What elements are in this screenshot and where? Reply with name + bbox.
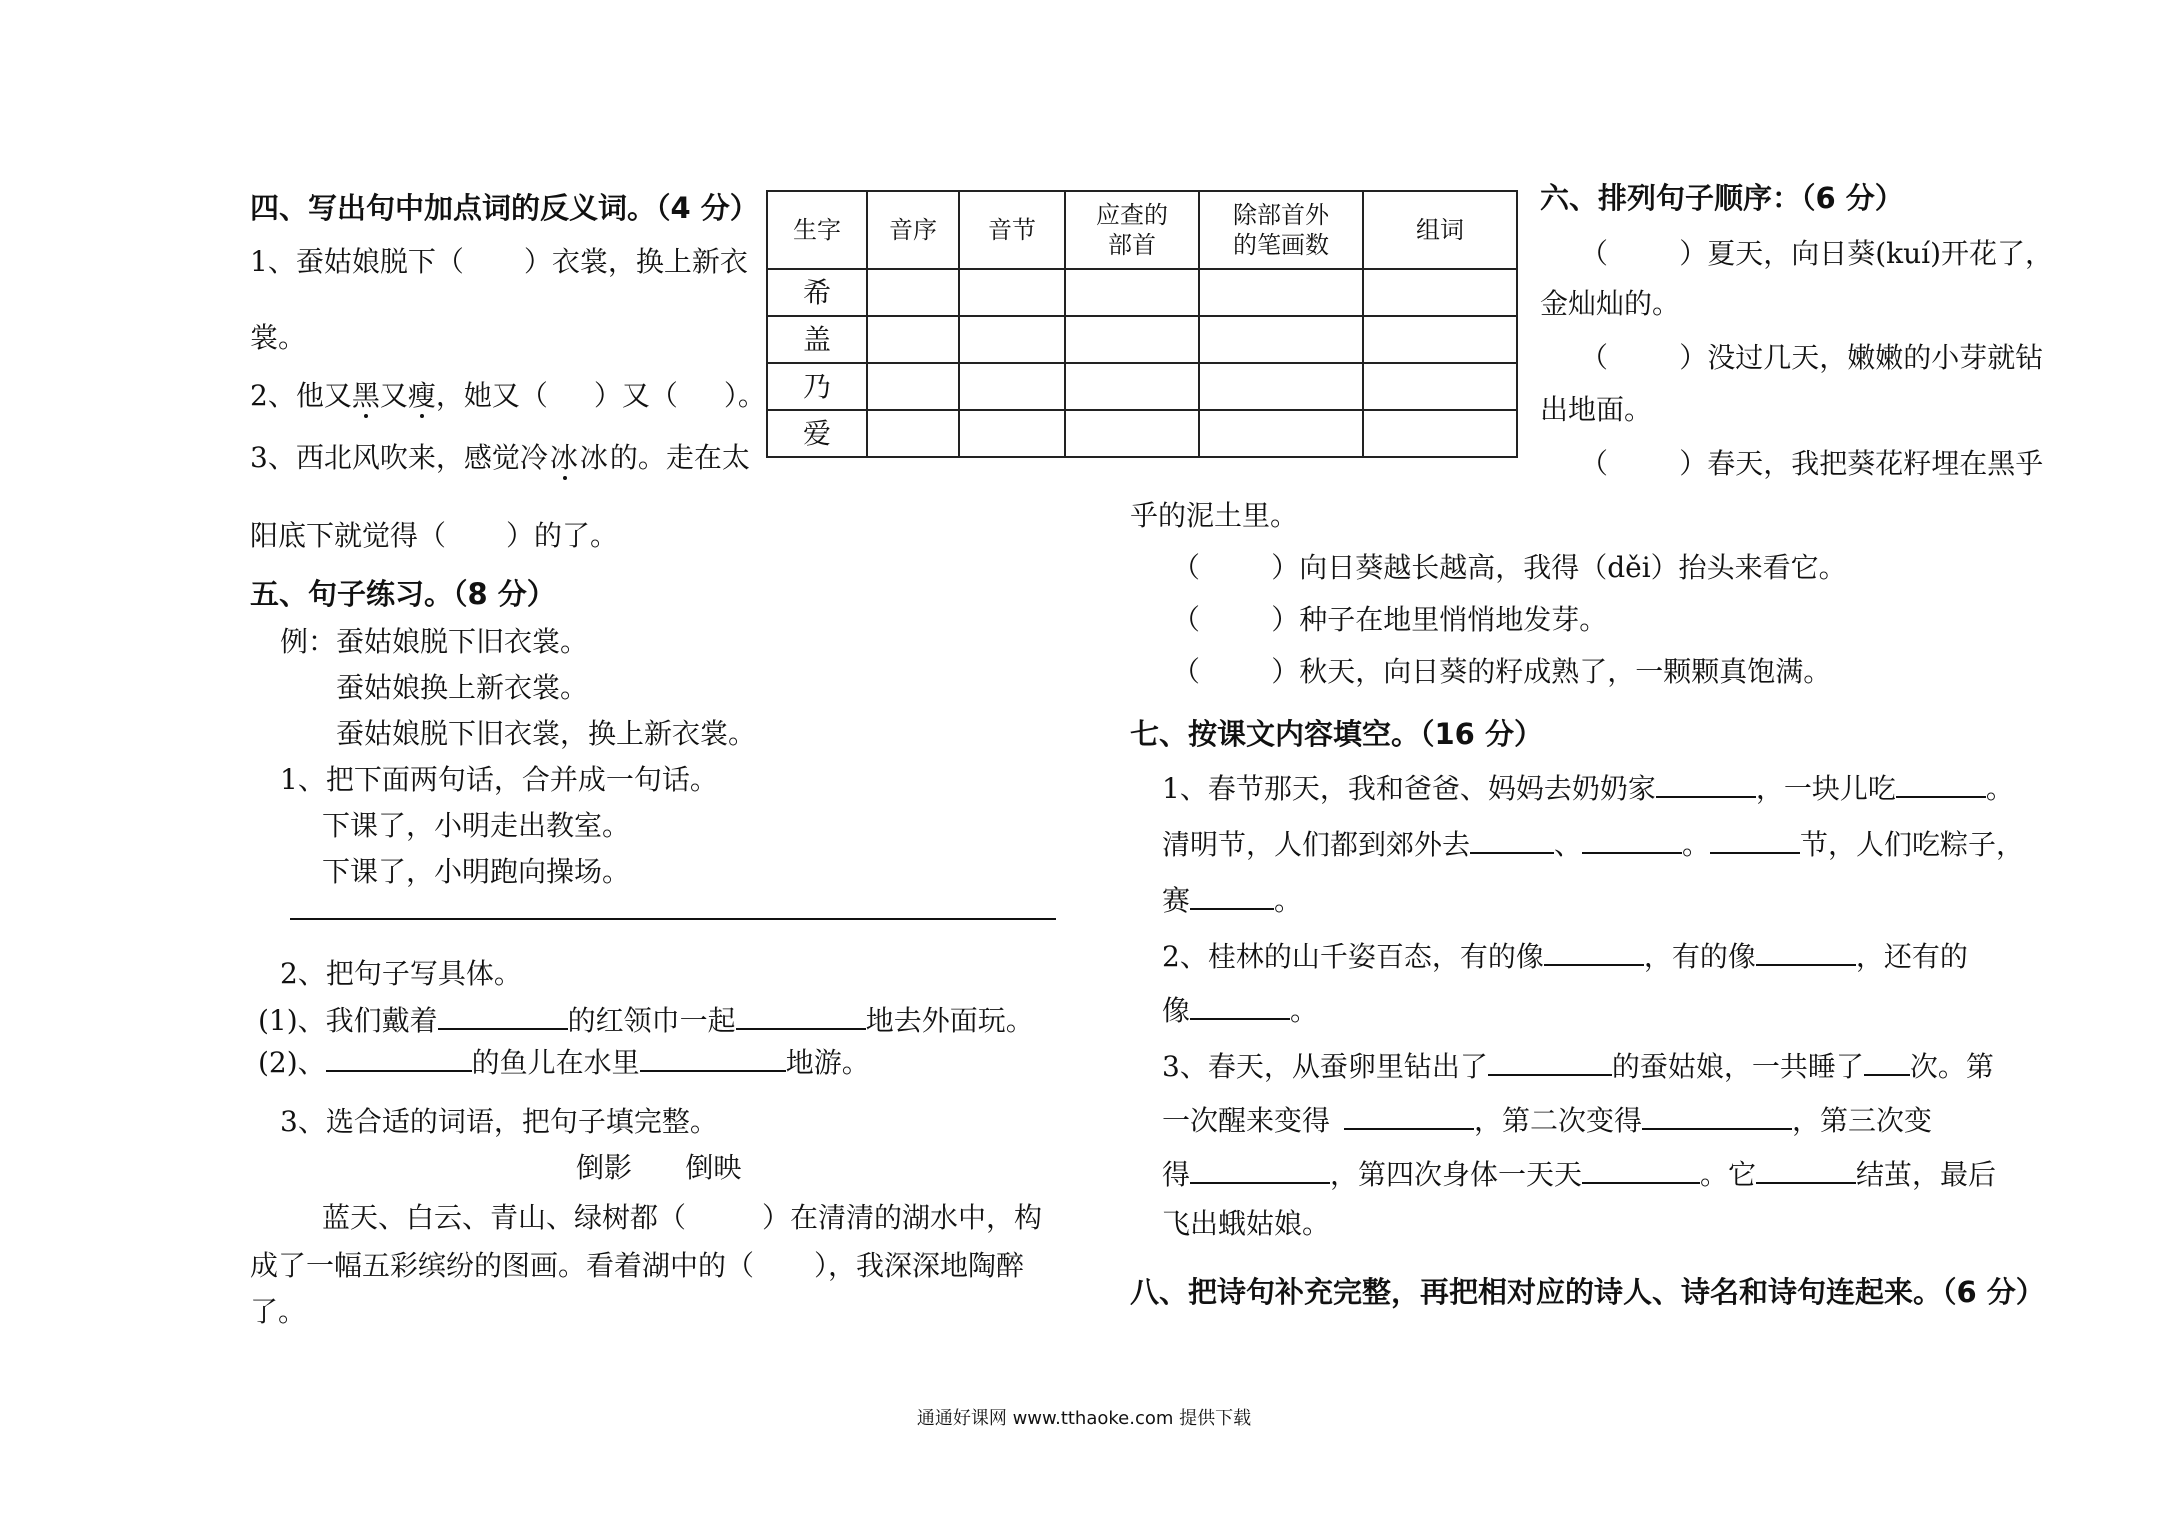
answer-blank[interactable] (736, 1000, 866, 1030)
s6-item-b: （ ）没过几天，嫩嫩的小芽就钻 (1580, 341, 2044, 374)
s7-line-2: 清明节，人们都到郊外去 、 。 节，人们吃粽子， (1162, 824, 2024, 863)
answer-cell[interactable] (1363, 269, 1517, 316)
answer-blank[interactable] (1756, 936, 1856, 966)
s6-item-e: （ ）种子在地里悄悄地发芽。 (1172, 603, 1608, 636)
s4-line-1: 1、蚕姑娘脱下（ ）衣裳，换上新衣 (250, 245, 748, 278)
answer-blank[interactable] (1470, 824, 1554, 854)
table-row (767, 410, 1517, 457)
character-table (766, 190, 1518, 458)
answer-cell[interactable] (1065, 269, 1199, 316)
s5-example-1: 例：蚕姑娘脱下旧衣裳。 (280, 625, 589, 658)
answer-cell[interactable] (1065, 316, 1199, 363)
s4-line-3: 3、西北风吹来，感觉冷冰冰的。走在太 (250, 441, 750, 474)
answer-blank[interactable] (1582, 824, 1682, 854)
footer-credit: 通通好课网 www.tthaoke.com 提供下载 (916, 1408, 1252, 1429)
table-header-row (767, 191, 1517, 269)
s6-item-a: （ ）夏天，向日葵(kuí)开花了， (1580, 237, 2054, 270)
s5-word-choices: 倒影 倒映 (576, 1151, 742, 1184)
table-row (767, 316, 1517, 363)
table-row (767, 269, 1517, 316)
answer-cell[interactable] (959, 316, 1065, 363)
answer-blank[interactable] (1642, 1100, 1792, 1130)
s4-line-4: 阳底下就觉得（ ）的了。 (250, 519, 619, 552)
table-header: 生字 (767, 191, 867, 269)
answer-blank[interactable] (1582, 1154, 1700, 1184)
table-row-character: 爱 (767, 410, 867, 457)
answer-cell[interactable] (1199, 316, 1363, 363)
table-header: 组词 (1363, 191, 1517, 269)
s5-q2-line-2: (2)、 的鱼儿在水里 地游。 (258, 1042, 870, 1081)
s5-paragraph-3: 了。 (250, 1295, 307, 1328)
s6-item-f: （ ）秋天，向日葵的籽成熟了，一颗颗真饱满。 (1172, 655, 1832, 688)
answer-blank[interactable] (1756, 1154, 1856, 1184)
answer-cell[interactable] (867, 269, 959, 316)
s5-example-2: 蚕姑娘换上新衣裳。 (336, 671, 589, 704)
table-header: 除部首外的笔画数 (1199, 191, 1363, 269)
s5-q1-sentence-a: 下课了，小明走出教室。 (322, 809, 631, 842)
section-4-title: 四、写出句中加点词的反义词。（4 分） (250, 191, 759, 225)
table-row-character: 希 (767, 269, 867, 316)
answer-blank[interactable] (1656, 768, 1756, 798)
section-8-title: 八、把诗句补充完整，再把相对应的诗人、诗名和诗句连起来。（6 分） (1130, 1275, 2045, 1309)
answer-cell[interactable] (1363, 410, 1517, 457)
s7-line-9: 飞出蛾姑娘。 (1162, 1207, 1331, 1240)
table-row-character: 盖 (767, 316, 867, 363)
s4-line-1-cont: 裳。 (250, 321, 307, 354)
answer-cell[interactable] (1363, 316, 1517, 363)
s7-line-7: 一次醒来变得 ，第二次变得 ，第三次变 (1162, 1100, 1932, 1139)
answer-cell[interactable] (1199, 410, 1363, 457)
answer-blank[interactable] (1896, 768, 1986, 798)
table-header: 音序 (867, 191, 959, 269)
answer-cell[interactable] (867, 316, 959, 363)
s6-item-c-cont: 乎的泥土里。 (1130, 499, 1299, 532)
answer-cell[interactable] (867, 410, 959, 457)
s5-q1: 1、把下面两句话，合并成一句话。 (280, 763, 718, 796)
answer-blank[interactable] (326, 1042, 472, 1072)
answer-blank[interactable] (1190, 990, 1290, 1020)
s7-line-8: 得 ，第四次身体一天天 。它 结茧，最后 (1162, 1154, 1996, 1193)
s5-paragraph-1: 蓝天、白云、青山、绿树都（ ）在清清的湖水中，构 (322, 1201, 1043, 1234)
s6-item-c: （ ）春天，我把葵花籽埋在黑乎 (1580, 447, 2044, 480)
answer-cell[interactable] (1065, 410, 1199, 457)
s7-line-3: 赛 。 (1162, 880, 1302, 919)
table-header: 应查的部首 (1065, 191, 1199, 269)
answer-blank[interactable] (438, 1000, 568, 1030)
answer-cell[interactable] (959, 363, 1065, 410)
s5-q3: 3、选合适的词语，把句子填完整。 (280, 1105, 718, 1138)
s6-item-d: （ ）向日葵越长越高，我得（děi）抬头来看它。 (1172, 551, 1847, 584)
answer-cell[interactable] (1363, 363, 1517, 410)
s5-q1-sentence-b: 下课了，小明跑向操场。 (322, 855, 631, 888)
answer-cell[interactable] (959, 410, 1065, 457)
answer-cell[interactable] (959, 269, 1065, 316)
answer-cell[interactable] (1199, 269, 1363, 316)
answer-blank[interactable] (1344, 1100, 1474, 1130)
answer-blank[interactable] (1864, 1046, 1910, 1076)
answer-blank[interactable] (640, 1042, 786, 1072)
table-row (767, 363, 1517, 410)
s5-q2: 2、把句子写具体。 (280, 957, 522, 990)
answer-cell[interactable] (1065, 363, 1199, 410)
answer-cell[interactable] (867, 363, 959, 410)
s4-line-2: 2、他又黑又瘦，她又（ ）又（ ）。 (250, 379, 766, 412)
s7-line-6: 3、春天，从蚕卵里钻出了 的蚕姑娘，一共睡了 次。第 (1162, 1046, 1994, 1085)
s7-line-5: 像 。 (1162, 990, 1318, 1029)
table-row-character: 乃 (767, 363, 867, 410)
s5-example-3: 蚕姑娘脱下旧衣裳，换上新衣裳。 (336, 717, 757, 750)
answer-cell[interactable] (1199, 363, 1363, 410)
answer-blank[interactable] (1710, 824, 1800, 854)
s5-paragraph-2: 成了一幅五彩缤纷的图画。看着湖中的（ ），我深深地陶醉 (250, 1249, 1025, 1282)
answer-blank[interactable] (1190, 880, 1274, 910)
s5-q2-line-1: (1)、我们戴着 的红领巾一起 地去外面玩。 (258, 1000, 1034, 1039)
answer-blank[interactable] (1190, 1154, 1330, 1184)
answer-line[interactable] (290, 918, 1056, 920)
section-6-title: 六、排列句子顺序：（6 分） (1540, 181, 1904, 215)
table-header: 音节 (959, 191, 1065, 269)
section-7-title: 七、按课文内容填空。（16 分） (1130, 717, 1543, 751)
s7-line-4: 2、桂林的山千姿百态，有的像 ，有的像 ，还有的 (1162, 936, 1968, 975)
s6-item-b-cont: 出地面。 (1540, 393, 1653, 426)
section-5-title: 五、句子练习。（8 分） (250, 577, 556, 611)
s7-line-1: 1、春节那天，我和爸爸、妈妈去奶奶家 ，一块儿吃 。 (1162, 768, 2014, 807)
answer-blank[interactable] (1488, 1046, 1612, 1076)
answer-blank[interactable] (1544, 936, 1644, 966)
s6-item-a-cont: 金灿灿的。 (1540, 287, 1681, 320)
